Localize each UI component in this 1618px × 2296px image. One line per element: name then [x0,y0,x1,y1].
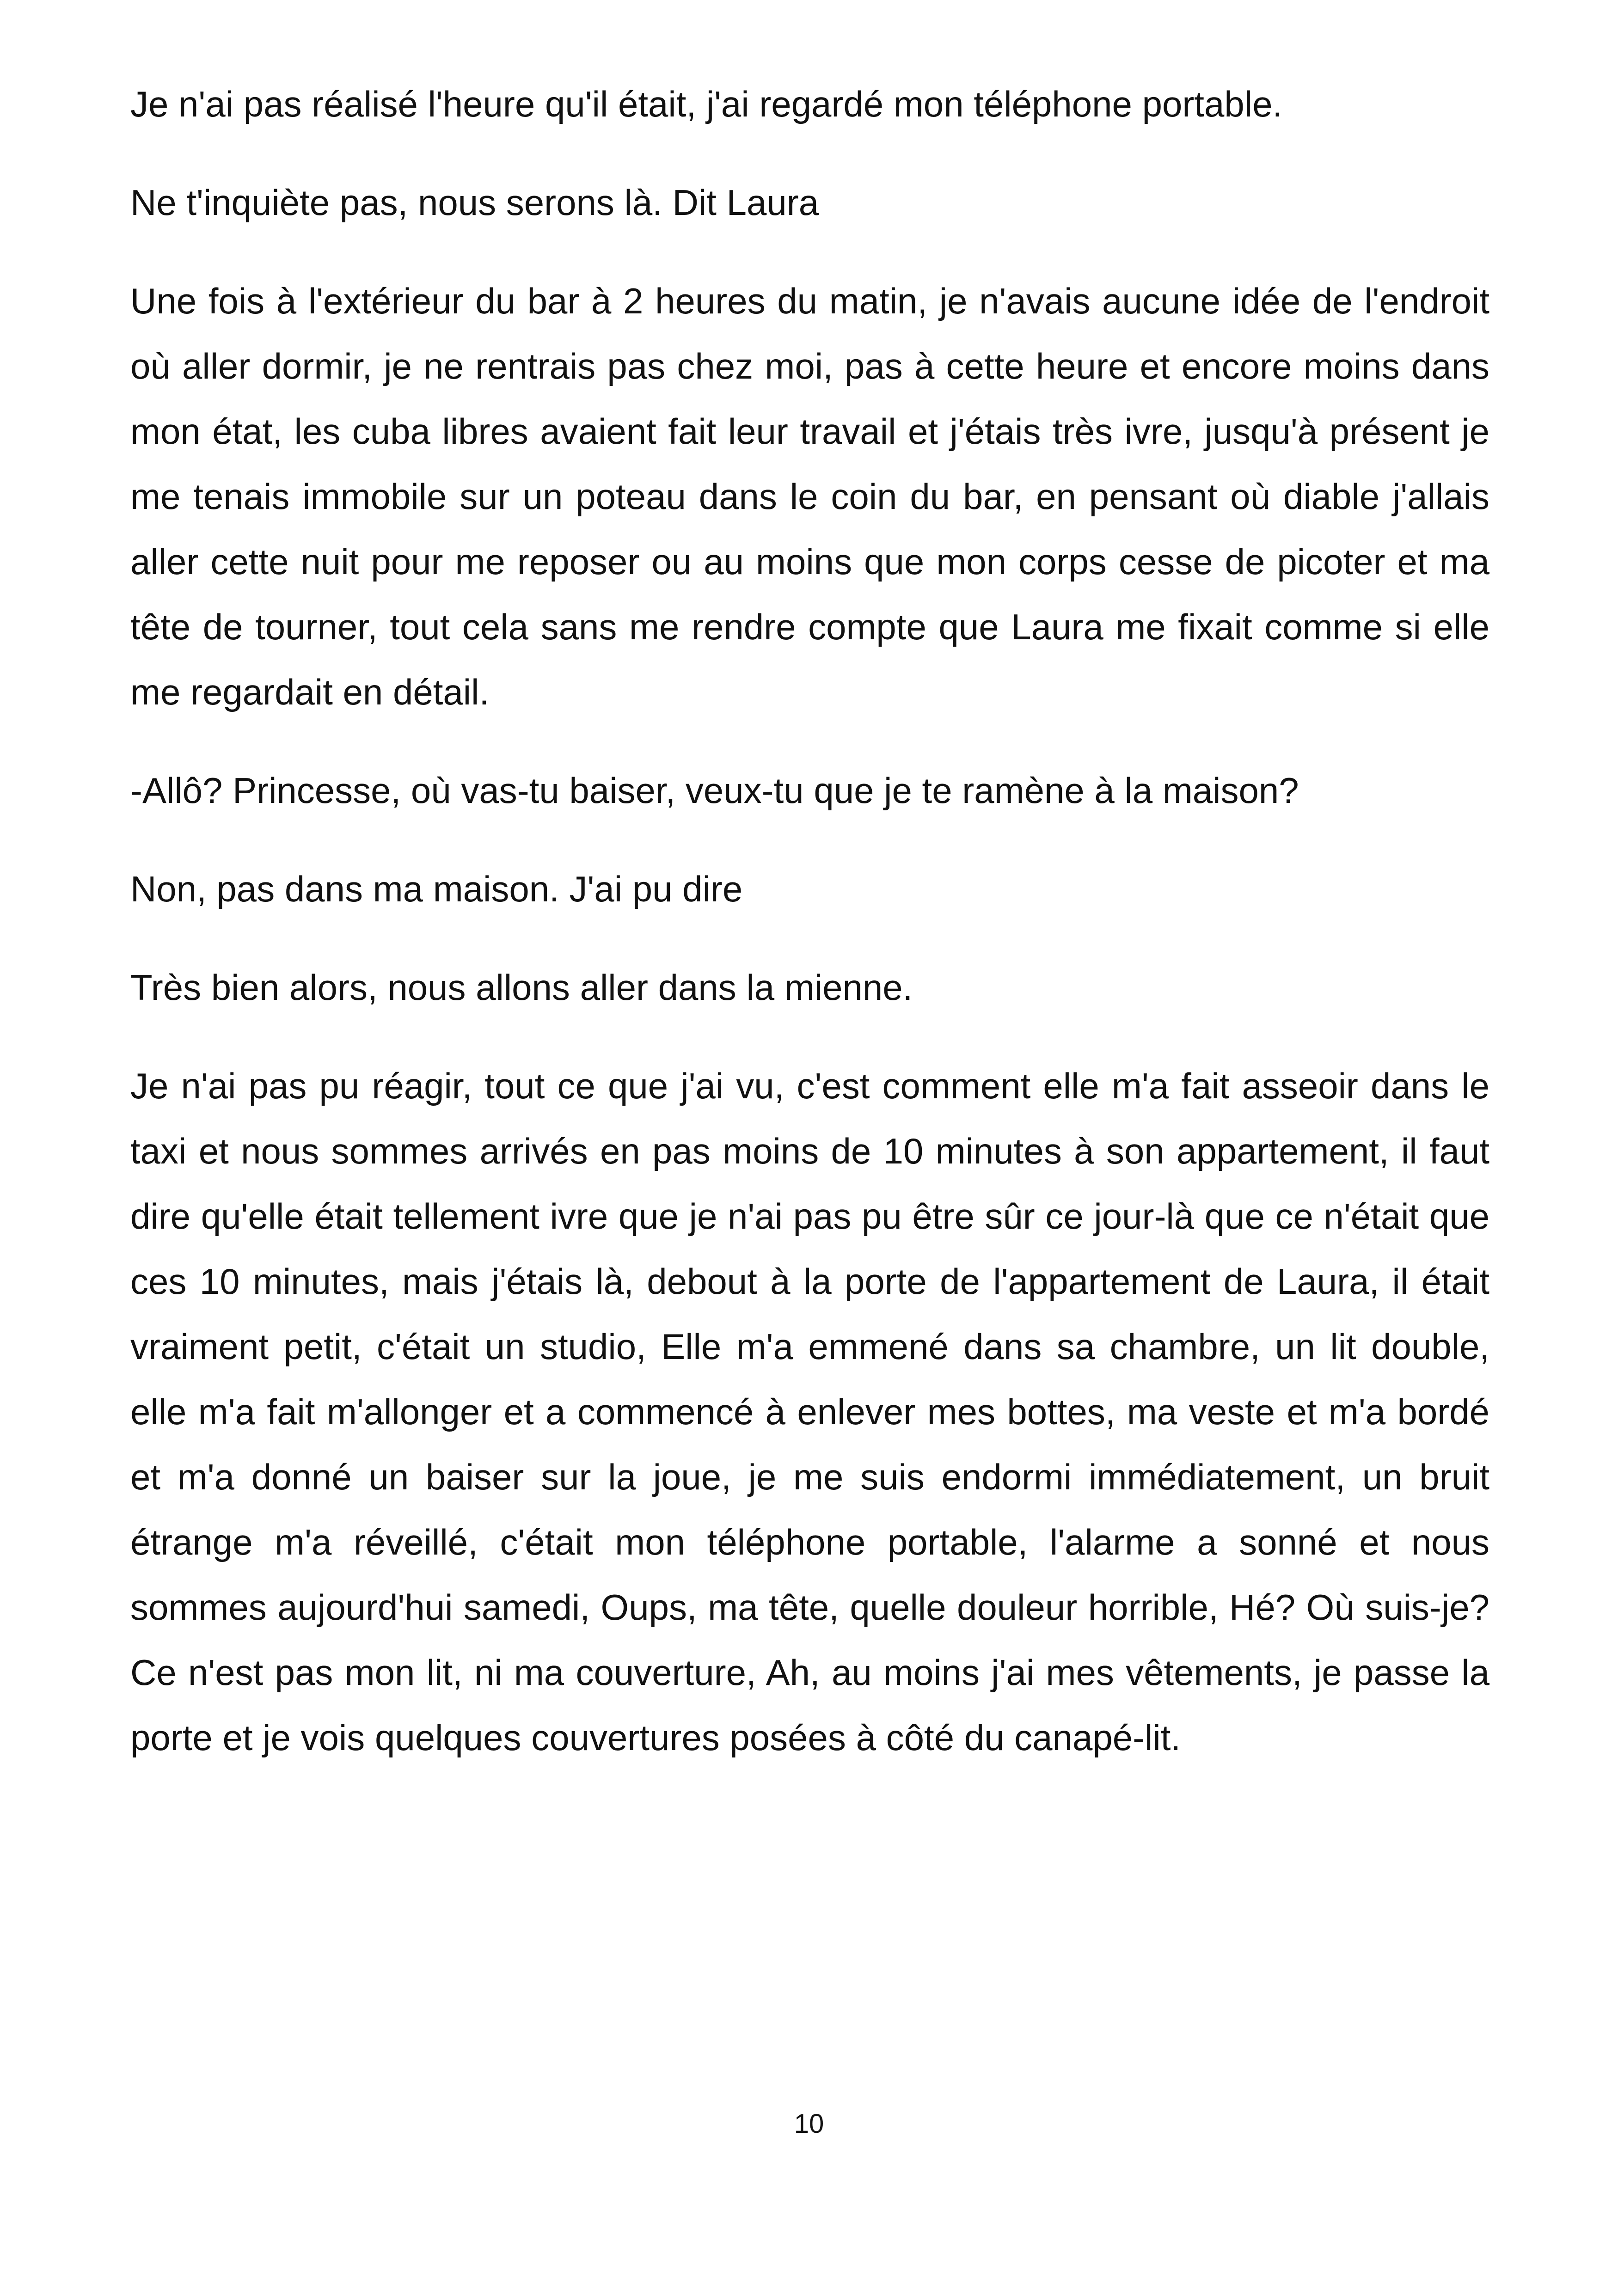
paragraph-6: Très bien alors, nous allons aller dans la mienne. [130,967,913,1008]
paragraph-1: Je n'ai pas réalisé l'heure qu'il était, j'ai regardé mon téléphone portable. [130,84,1283,124]
paragraph-4: -Allô? Princesse, où vas-tu baiser, veux-tu que je te ramène à la maison? [130,770,1299,811]
paragraph-2: Ne t'inquiète pas, nous serons là. Dit Laura [130,182,819,223]
page-body [130,72,1489,1804]
page-number: 10 [794,2109,824,2139]
paragraph-7: Je n'ai pas pu réagir, tout ce que j'ai vu, c'est comment elle m'a fait asseoir dans le taxi et nous sommes arrivés en pas moins de 10 minutes à son appartement, il faut dire qu'elle était tellement ivre que je n'ai pas pu être sûr ce jour-là que ce n'était que ces 10 minutes, mais j'étais là, debout à la porte de l'appartement de Laura, il était vraiment petit, c'était un studio, Elle m'a emmené dans sa chambre, un lit double, elle m'a fait m'allonger et a commencé à enlever mes bottes, ma veste et m'a bordé et m'a donné un baiser sur la joue, je me suis endormi immédiatement, un bruit étrange m'a réveillé, c'était mon téléphone portable, l'alarme a sonné et nous sommes aujourd'hui samedi, Oups, ma tête, quelle douleur horrible, Hé? Où suis-je? Ce n'est pas mon lit, ni ma couverture, Ah, au moins j'ai mes vêtements, je passe la porte et je vois quelques couvertures posées à côté du canapé-lit. [130,1065,1489,1758]
paragraph-3: Une fois à l'extérieur du bar à 2 heures du matin, je n'avais aucune idée de l'endroit où aller dormir, je ne rentrais pas chez moi, pas à cette heure et encore moins dans mon état, les cuba libres avaient fait leur travail et j'étais très ivre, jusqu'à présent je me tenais immobile sur un poteau dans le coin du bar, en pensant où diable j'allais aller cette nuit pour me reposer ou au moins que mon corps cesse de picoter et ma tête de tourner, tout cela sans me rendre compte que Laura me fixait comme si elle me regardait en détail. [130,281,1489,712]
paragraph-5: Non, pas dans ma maison. J'ai pu dire [130,869,743,909]
